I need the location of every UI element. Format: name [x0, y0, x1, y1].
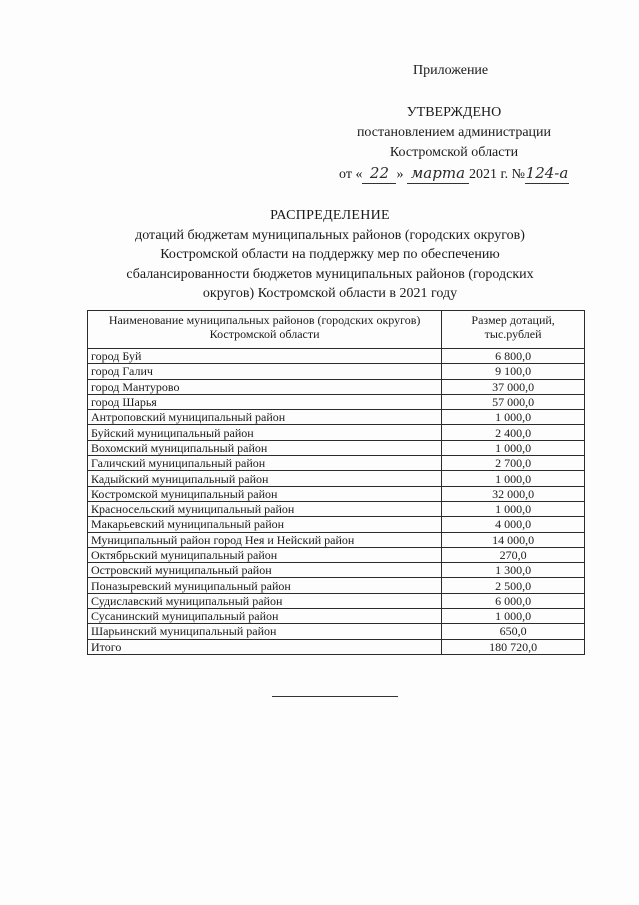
table-body	[88, 349, 585, 655]
header-name: Наименование муниципальных районов (городских округов) Костромской области	[88, 311, 442, 349]
row-amount: 1 300,0	[442, 563, 585, 578]
table-row	[88, 394, 585, 409]
row-amount: 6 800,0	[442, 349, 585, 364]
row-amount: 4 000,0	[442, 517, 585, 532]
row-amount: 270,0	[442, 547, 585, 562]
row-amount: 2 400,0	[442, 425, 585, 440]
row-name: Галичский муниципальный район	[88, 456, 442, 471]
year-text: 2021 г. №	[468, 167, 525, 182]
row-name: Поназыревский муниципальный район	[88, 578, 442, 593]
approval-block	[320, 103, 588, 185]
approved-label: УТВЕРЖДЕНО	[406, 105, 502, 120]
header-amount: Размер дотаций, тыс.рублей	[442, 311, 585, 349]
table-row	[88, 486, 585, 501]
row-amount: 9 100,0	[442, 364, 585, 379]
table-row	[88, 532, 585, 547]
row-name: Буйский муниципальный район	[88, 425, 442, 440]
row-name: Костромской муниципальный район	[88, 486, 442, 501]
row-name: Итого	[88, 639, 442, 654]
handwritten-number: 124-а	[525, 164, 569, 182]
title-line-4: округов) Костромской области в 2021 году	[202, 286, 458, 301]
row-amount: 2 700,0	[442, 456, 585, 471]
row-amount: 6 000,0	[442, 593, 585, 608]
row-name: Островский муниципальный район	[88, 563, 442, 578]
table-row	[88, 410, 585, 425]
row-name: Вохомский муниципальный район	[88, 440, 442, 455]
table-row	[88, 456, 585, 471]
table-row	[88, 440, 585, 455]
title-heading: РАСПРЕДЕЛЕНИЕ	[270, 208, 390, 223]
approval-date-line	[320, 163, 588, 185]
title-line-3: сбалансированности бюджетов муниципальных районов (городских	[126, 266, 534, 282]
row-amount: 650,0	[442, 624, 585, 639]
table-row	[88, 364, 585, 379]
row-name: Макарьевский муниципальный район	[88, 517, 442, 532]
row-amount: 1 000,0	[442, 471, 585, 486]
row-amount: 2 500,0	[442, 578, 585, 593]
handwritten-day: 22	[362, 163, 396, 184]
closing-rule	[272, 696, 398, 697]
row-name: Сусанинский муниципальный район	[88, 609, 442, 624]
row-name: Судиславский муниципальный район	[88, 593, 442, 608]
distribution-table	[87, 310, 585, 655]
table-row	[88, 593, 585, 608]
table-header-row	[88, 311, 585, 349]
row-amount: 180 720,0	[442, 639, 585, 654]
appendix-label: Приложение	[413, 63, 489, 78]
table-row	[88, 563, 585, 578]
row-name: Красносельский муниципальный район	[88, 501, 442, 516]
row-amount: 32 000,0	[442, 486, 585, 501]
handwritten-month: марта	[407, 163, 469, 184]
table-row	[88, 471, 585, 486]
row-name: Антроповский муниципальный район	[88, 410, 442, 425]
table-row	[88, 609, 585, 624]
table-row	[88, 501, 585, 516]
row-name: город Буй	[88, 349, 442, 364]
row-name: город Шарья	[88, 394, 442, 409]
table-row	[88, 547, 585, 562]
row-name: Шарьинский муниципальный район	[88, 624, 442, 639]
row-name: Муниципальный район город Нея и Нейский район	[88, 532, 442, 547]
approval-line-1: постановлением администрации	[356, 125, 552, 140]
table-row	[88, 624, 585, 639]
row-amount: 1 000,0	[442, 501, 585, 516]
row-name: город Галич	[88, 364, 442, 379]
table-row	[88, 578, 585, 593]
approval-line-2: Костромской области	[389, 145, 519, 160]
document-title	[100, 206, 560, 304]
table-row	[88, 349, 585, 364]
row-name: Октябрьский муниципальный район	[88, 547, 442, 562]
title-line-2: Костромской области на поддержку мер по обеспечению	[160, 247, 500, 262]
table-row	[88, 379, 585, 394]
title-line-1: дотаций бюджетам муниципальных районов (городских округов)	[135, 227, 525, 243]
row-amount: 14 000,0	[442, 532, 585, 547]
row-amount: 1 000,0	[442, 440, 585, 455]
date-prefix: от «	[339, 167, 363, 182]
row-amount: 37 000,0	[442, 379, 585, 394]
table-row	[88, 517, 585, 532]
row-name: Кадыйский муниципальный район	[88, 471, 442, 486]
row-name: город Мантурово	[88, 379, 442, 394]
date-mid: »	[396, 167, 404, 182]
row-amount: 1 000,0	[442, 410, 585, 425]
table-row	[88, 425, 585, 440]
row-amount: 1 000,0	[442, 609, 585, 624]
table-row	[88, 639, 585, 654]
row-amount: 57 000,0	[442, 394, 585, 409]
